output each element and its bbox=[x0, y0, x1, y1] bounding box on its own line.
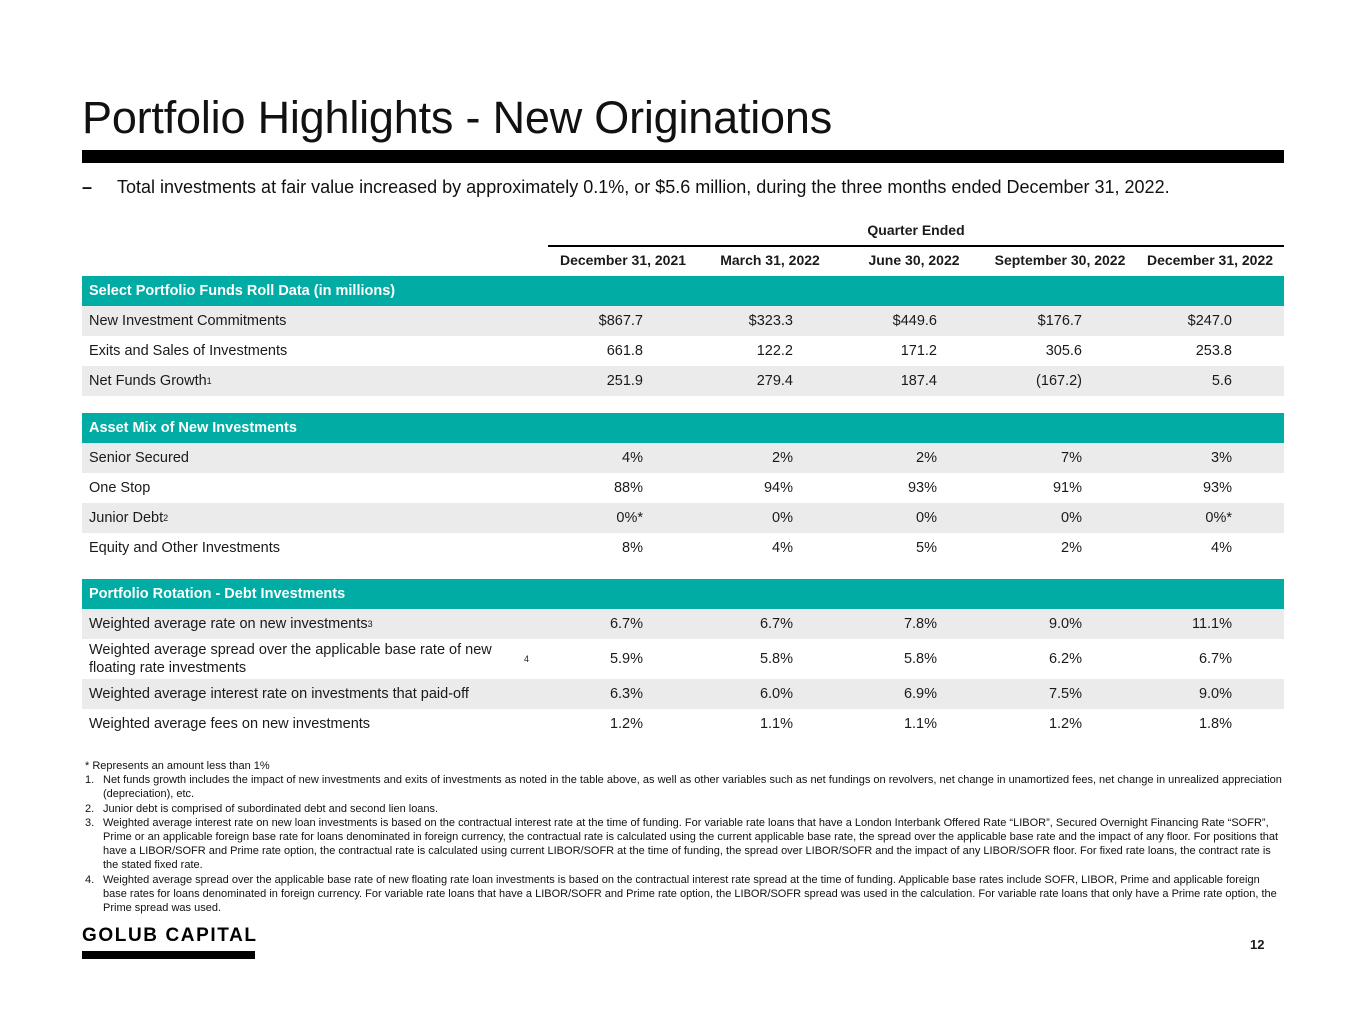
value-cell: 0% bbox=[772, 510, 793, 526]
column-header: December 31, 2022 bbox=[1146, 252, 1274, 268]
value-cell: $449.6 bbox=[892, 313, 937, 329]
value-cell: 7% bbox=[1061, 450, 1082, 466]
company-logo: GOLUB CAPITAL bbox=[82, 925, 258, 946]
column-header: December 31, 2021 bbox=[559, 252, 687, 268]
value-cell: 5.8% bbox=[759, 651, 793, 667]
value-cell: 5.6 bbox=[1211, 373, 1232, 389]
summary-text: Total investments at fair value increased by approximately 0.1%, or $5.6 million, during the three months ended December 31, 2022. bbox=[117, 177, 1170, 197]
value-cell: 0% bbox=[916, 510, 937, 526]
value-cell: (167.2) bbox=[1036, 373, 1082, 389]
row-label-text: Weighted average rate on new investments bbox=[89, 616, 368, 632]
value-cell: 122.2 bbox=[756, 343, 793, 359]
value-cell: 6.3% bbox=[609, 686, 643, 702]
table-row bbox=[82, 473, 1284, 503]
value-cell: 187.4 bbox=[900, 373, 937, 389]
row-label: Weighted average spread over the applicable base rate of new floating rate investments 4 bbox=[89, 642, 529, 676]
value-cell: 88% bbox=[613, 480, 643, 496]
value-cell: 2% bbox=[916, 450, 937, 466]
footnote-item bbox=[85, 802, 1285, 816]
section-header: Portfolio Rotation - Debt Investments bbox=[82, 579, 1284, 609]
footnote-list bbox=[85, 773, 1285, 915]
value-cell: 279.4 bbox=[756, 373, 793, 389]
value-cell: 1.2% bbox=[1048, 716, 1082, 732]
table-row bbox=[82, 503, 1284, 533]
value-cell: 0%* bbox=[616, 510, 643, 526]
footnotes bbox=[85, 759, 1285, 915]
footnote-number: 3. bbox=[85, 816, 95, 829]
value-cell: 4% bbox=[772, 540, 793, 556]
value-cell: 9.0% bbox=[1198, 686, 1232, 702]
value-cell: 305.6 bbox=[1045, 343, 1082, 359]
row-label: Net Funds Growth 1 bbox=[89, 373, 212, 389]
footnote-number: 1. bbox=[85, 774, 95, 787]
value-cell: 4% bbox=[1211, 540, 1232, 556]
value-cell: 3% bbox=[1211, 450, 1232, 466]
value-cell: 2% bbox=[772, 450, 793, 466]
row-label: Weighted average rate on new investments 3 bbox=[89, 616, 373, 632]
footnote-star: * Represents an amount less than 1% bbox=[85, 760, 270, 772]
value-cell: 1.2% bbox=[609, 716, 643, 732]
value-cell: $323.3 bbox=[748, 313, 793, 329]
value-cell: 5.8% bbox=[903, 651, 937, 667]
section-header: Asset Mix of New Investments bbox=[82, 413, 1284, 443]
value-cell: 251.9 bbox=[606, 373, 643, 389]
table-row bbox=[82, 639, 1284, 679]
table-row bbox=[82, 533, 1284, 563]
quarter-ended-header: Quarter Ended bbox=[867, 222, 965, 238]
footnote-text: Weighted average interest rate on new loan investments is based on the contractual interest rate at the time of funding. For variable rate loans that have a London Interbank Offered Rate “LIBOR”, Secured Overnight Financing Rate “SOFR”, Prime or an applicable foreign base rate for loans denominated in foreign currency, the contractual rate is calculated using the current applicable base rate, the spread over the applicable base rate and the impact of any floor. For positions that have a LIBOR/SOFR and Prime rate option, the contractual rate is calculated using current LIBOR/SOFR at the time of funding, the spread over LIBOR/SOFR and the impact of any LIBOR/SOFR floor. For fixed rate loans, the contract rate is the stated fixed rate. bbox=[103, 816, 1279, 872]
value-cell: 1.1% bbox=[903, 716, 937, 732]
value-cell: 7.5% bbox=[1048, 686, 1082, 702]
value-cell: 5.9% bbox=[609, 651, 643, 667]
footnote-item bbox=[85, 873, 1285, 916]
title-rule bbox=[82, 150, 1284, 163]
page-title: Portfolio Highlights - New Originations bbox=[82, 92, 833, 143]
table-row bbox=[82, 709, 1284, 739]
row-label bbox=[89, 533, 280, 563]
row-label bbox=[89, 679, 469, 709]
row-label-text: New Investment Commitments bbox=[89, 313, 287, 329]
value-cell: 9.0% bbox=[1048, 616, 1082, 632]
value-cell: 6.0% bbox=[759, 686, 793, 702]
table-row bbox=[82, 306, 1284, 336]
row-label bbox=[89, 473, 150, 503]
value-cell: 6.2% bbox=[1048, 651, 1082, 667]
value-cell: 2% bbox=[1061, 540, 1082, 556]
row-label-text: Junior Debt bbox=[89, 510, 164, 526]
table-row bbox=[82, 443, 1284, 473]
value-cell: 6.9% bbox=[903, 686, 937, 702]
label-cell-bg bbox=[82, 473, 548, 503]
footnote-text: Net funds growth includes the impact of new investments and exits of investments as noted in the table above, as well as other variables such as net fundings on revolvers, net change in unamortized fees, net change in unrealized appreciation (depreciation), etc. bbox=[103, 774, 1282, 801]
summary-bullet bbox=[82, 177, 1170, 198]
footnote-number: 2. bbox=[85, 802, 95, 815]
row-label-text: Equity and Other Investments bbox=[89, 540, 281, 556]
row-label-text: Weighted average fees on new investments bbox=[89, 716, 371, 732]
value-cell: 11.1% bbox=[1191, 616, 1232, 632]
row-label-text: Weighted average spread over the applicable base rate of new floating rate investments bbox=[89, 642, 492, 676]
row-label: Junior Debt 2 bbox=[89, 510, 169, 526]
table-row bbox=[82, 679, 1284, 709]
section-header: Select Portfolio Funds Roll Data (in millions) bbox=[82, 276, 1284, 306]
value-cell: 253.8 bbox=[1195, 343, 1232, 359]
column-header: September 30, 2022 bbox=[994, 252, 1126, 268]
row-label-text: Exits and Sales of Investments bbox=[89, 343, 288, 359]
value-cell: 93% bbox=[1202, 480, 1232, 496]
value-cell: $176.7 bbox=[1037, 313, 1082, 329]
value-cell: 91% bbox=[1052, 480, 1082, 496]
value-cell: 94% bbox=[763, 480, 793, 496]
page-number: 12 bbox=[1250, 937, 1265, 952]
value-cell: 5% bbox=[916, 540, 937, 556]
value-cell: 6.7% bbox=[1198, 651, 1232, 667]
value-cell: 1.1% bbox=[759, 716, 793, 732]
table-row bbox=[82, 366, 1284, 396]
footnote-text: Junior debt is comprised of subordinated debt and second lien loans. bbox=[103, 802, 439, 815]
value-cell: 171.2 bbox=[900, 343, 937, 359]
footnote-text: Weighted average spread over the applicable base rate of new floating rate loan investments is based on the contractual interest rate spread at the time of funding. Applicable base rates include SOFR, LIBOR, Prime and applicable foreign base rates for loans denominated in foreign currency. For variable rate loans that have a LIBOR/SOFR and Prime rate option, the LIBOR/SOFR spread was used in the calculation. For variable rate loans that only have a Prime rate option, the Prime spread was used. bbox=[103, 873, 1277, 915]
footnote-number: 4. bbox=[85, 873, 95, 886]
row-label-text: One Stop bbox=[89, 480, 151, 496]
table-row bbox=[82, 609, 1284, 639]
value-cell: $867.7 bbox=[598, 313, 643, 329]
value-cell: $247.0 bbox=[1187, 313, 1232, 329]
row-label-text: Weighted average interest rate on investments that paid-off bbox=[89, 686, 469, 702]
value-cell: 6.7% bbox=[609, 616, 643, 632]
row-label-text: Senior Secured bbox=[89, 450, 189, 466]
value-cell: 6.7% bbox=[759, 616, 793, 632]
value-cell: 661.8 bbox=[606, 343, 643, 359]
row-label bbox=[89, 306, 286, 336]
column-header: June 30, 2022 bbox=[868, 252, 960, 268]
row-label bbox=[89, 443, 189, 473]
value-cell: 93% bbox=[907, 480, 937, 496]
table-row bbox=[82, 336, 1284, 366]
value-cell: 4% bbox=[622, 450, 643, 466]
row-label bbox=[89, 709, 370, 739]
bullet-dash: – bbox=[82, 177, 93, 197]
quarter-ended-rule bbox=[548, 245, 1284, 247]
column-header: March 31, 2022 bbox=[720, 252, 820, 268]
footnote-item bbox=[85, 816, 1285, 873]
value-cell: 8% bbox=[622, 540, 643, 556]
value-cell: 0%* bbox=[1205, 510, 1232, 526]
row-label-text: Net Funds Growth bbox=[89, 373, 207, 389]
value-cell: 0% bbox=[1061, 510, 1082, 526]
value-cell: 1.8% bbox=[1198, 716, 1232, 732]
logo-bar bbox=[82, 951, 255, 959]
footnote-item bbox=[85, 773, 1285, 801]
row-label bbox=[89, 336, 287, 366]
value-cell: 7.8% bbox=[903, 616, 937, 632]
